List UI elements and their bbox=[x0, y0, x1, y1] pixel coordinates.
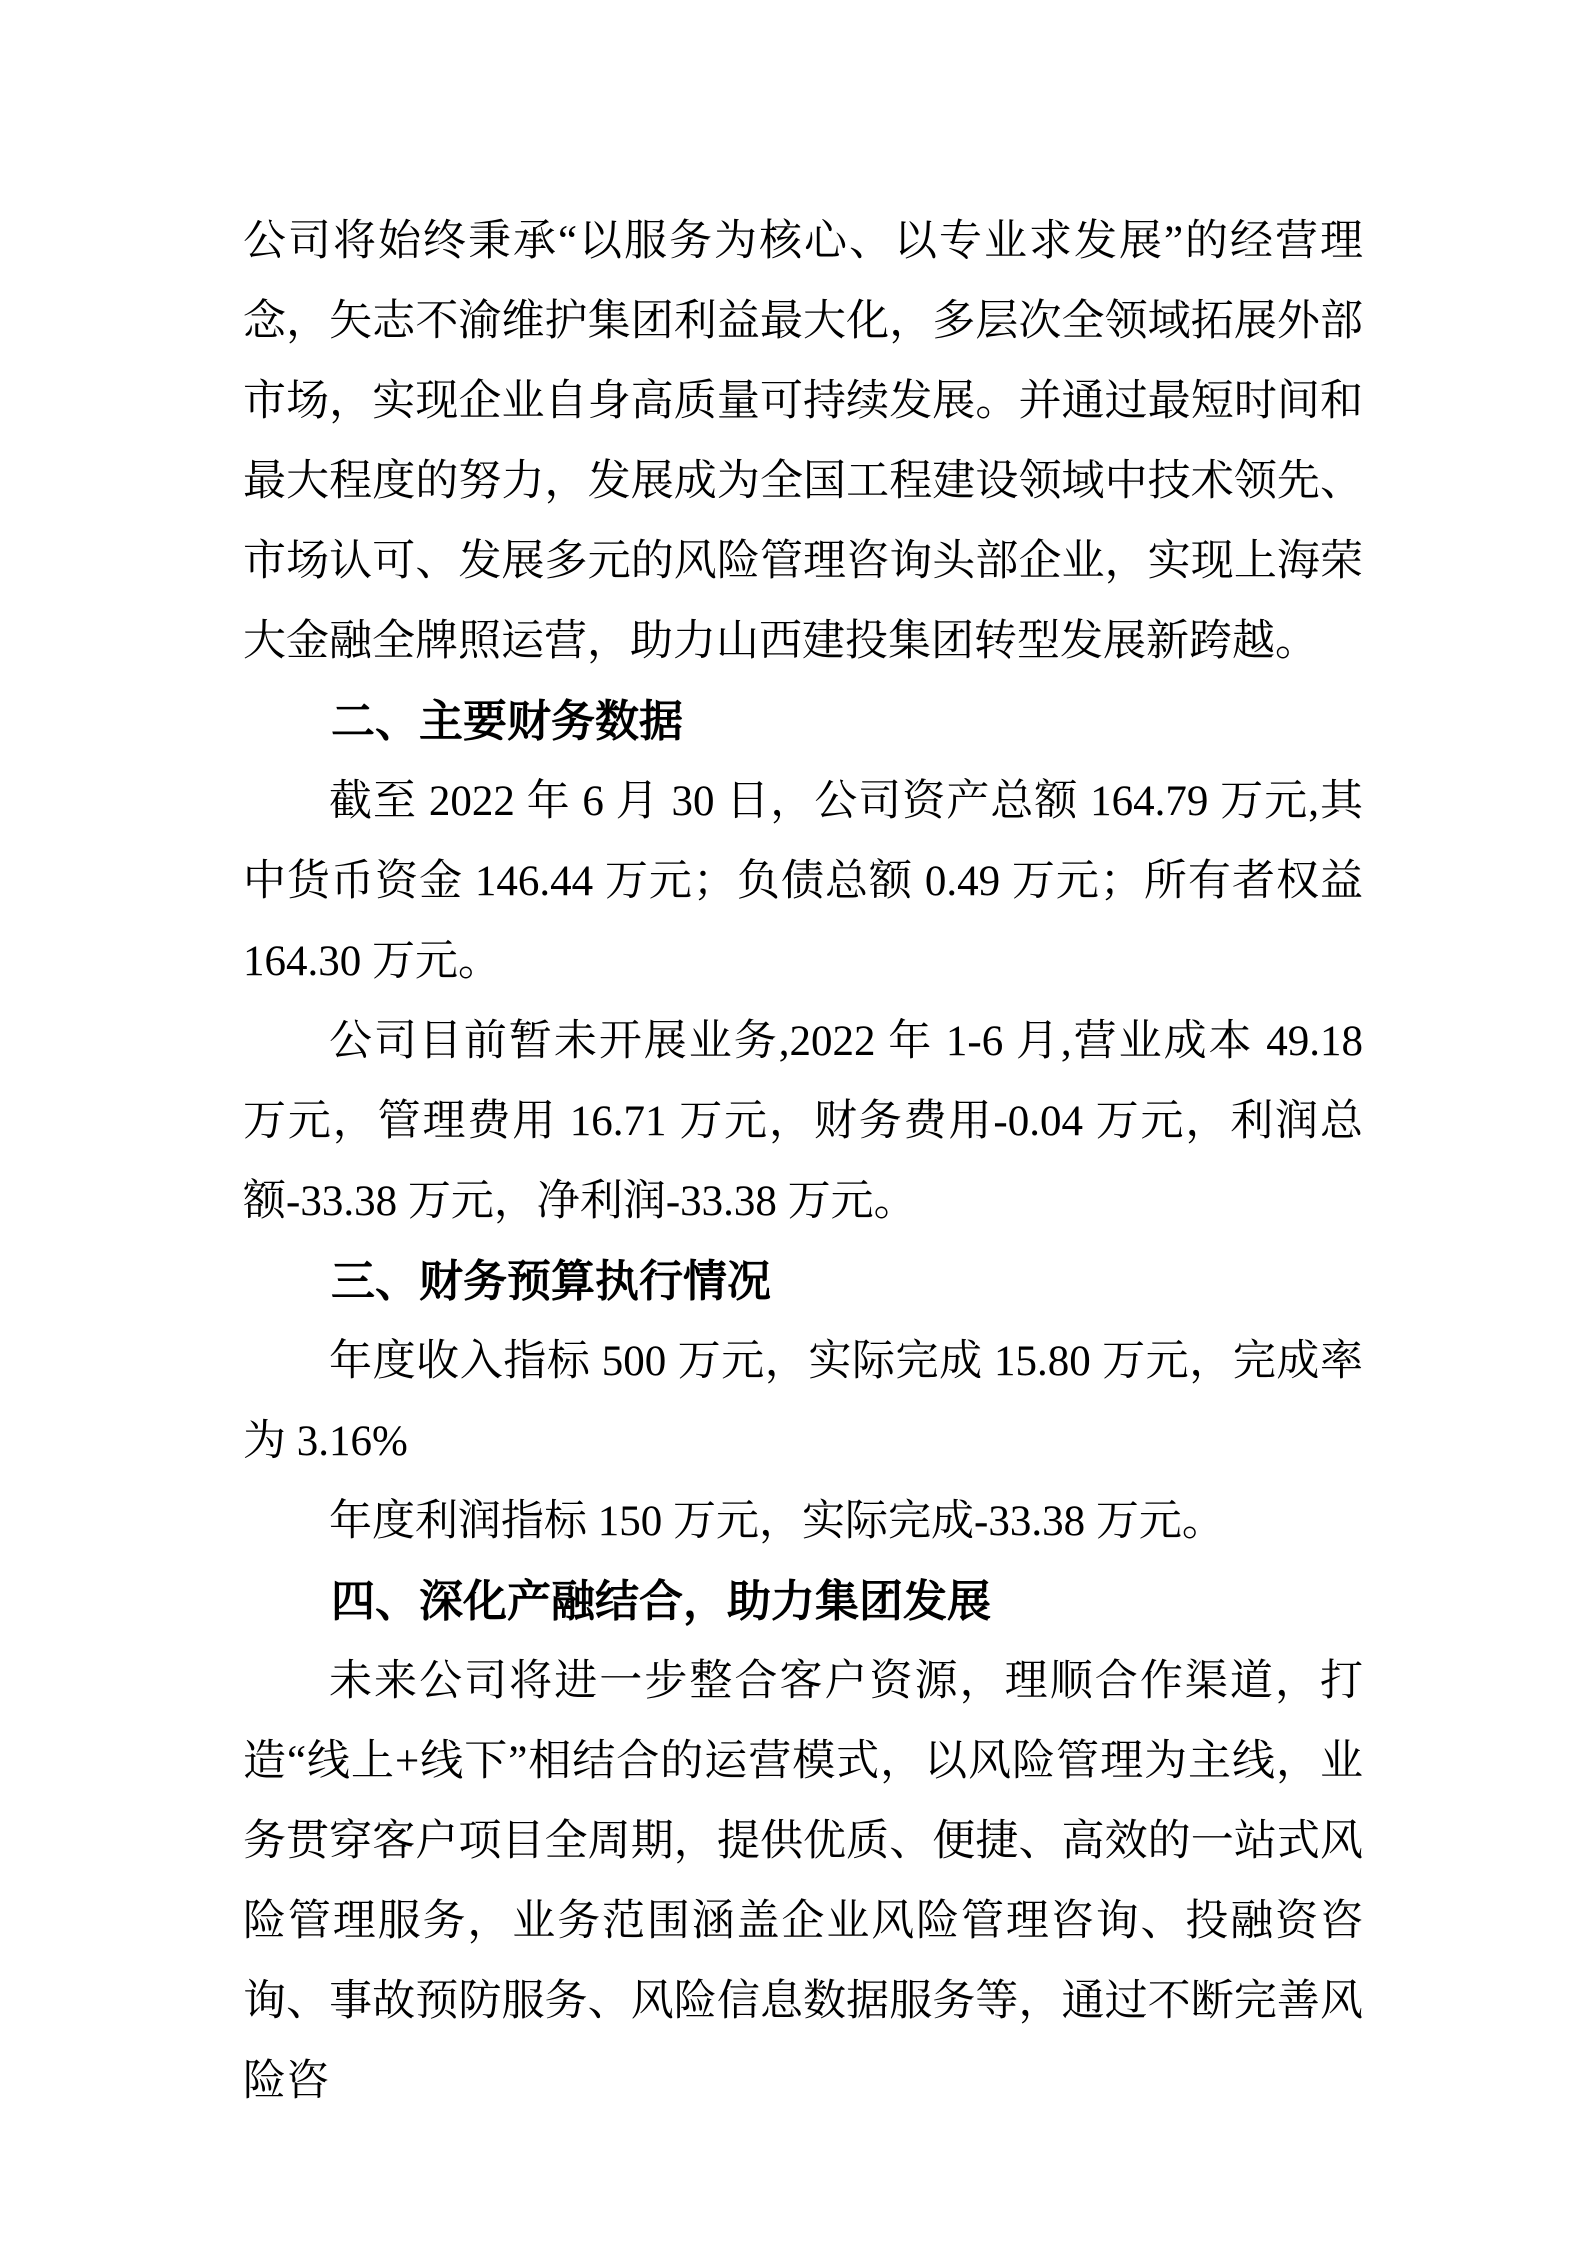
paragraph-balance-sheet-summary: 截至 2022 年 6 月 30 日，公司资产总额 164.79 万元,其中货币资金 146.44 万元；负债总额 0.49 万元；所有者权益 164.30 万元。 bbox=[243, 778, 1363, 985]
paragraph-profit-target: 年度利润指标 150 万元，实际完成-33.38 万元。 bbox=[329, 1498, 1225, 1545]
paragraph-future-plan: 未来公司将进一步整合客户资源，理顺合作渠道，打造“线上+线下”相结合的运营模式，以风险管理为主线，业务贯穿客户项目全周期，提供优质、便捷、高效的一站式风险管理服务，业务范围涵盖企业风险管理咨询、投融资咨询、事故预防服务、风险信息数据服务等，通过不断完善风险咨 bbox=[243, 1658, 1363, 2105]
heading-section-4-industry-finance-integration: 四、深化产融结合，助力集团发展 bbox=[331, 1576, 991, 1627]
paragraph-revenue-target: 年度收入指标 500 万元，实际完成 15.80 万元，完成率为 3.16% bbox=[243, 1338, 1363, 1465]
paragraph-operating-results: 公司目前暂未开展业务,2022 年 1-6 月,营业成本 49.18 万元，管理费用 16.71 万元，财务费用-0.04 万元，利润总额-33.38 万元，净利润-33.38 万元。 bbox=[243, 1018, 1363, 1225]
document-body bbox=[243, 202, 1363, 2122]
heading-section-2-financial-data: 二、主要财务数据 bbox=[331, 696, 683, 747]
paragraph-development-vision: 公司将始终秉承“以服务为核心、以专业求发展”的经营理念，矢志不渝维护集团利益最大化，多层次全领域拓展外部市场，实现企业自身高质量可持续发展。并通过最短时间和最大程度的努力，发展成为全国工程建设领域中技术领先、市场认可、发展多元的风险管理咨询头部企业，实现上海荣大金融全牌照运营，助力山西建投集团转型发展新跨越。 bbox=[243, 218, 1363, 665]
heading-section-3-budget-execution: 三、财务预算执行情况 bbox=[331, 1256, 771, 1307]
